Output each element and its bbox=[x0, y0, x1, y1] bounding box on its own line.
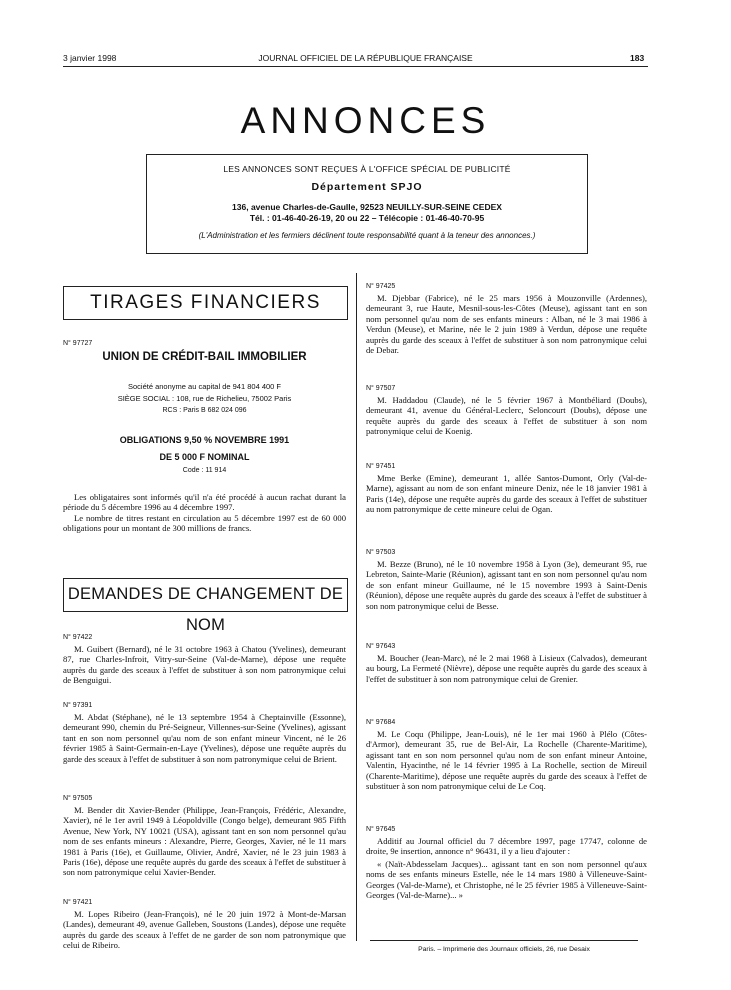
header-page-number: 183 bbox=[630, 53, 645, 63]
column-divider bbox=[356, 273, 357, 941]
obligations-nominal: DE 5 000 F NOMINAL bbox=[159, 452, 250, 462]
section-tirages-financiers bbox=[63, 286, 348, 320]
notice-text: M. Boucher (Jean-Marc), né le 2 mai 1968 à Lisieux (Calvados), demeurant au bourg, La Fermeté (Nièvre), dépose une requête auprès du garde des sceaux à l'effet de substituer à son nom patronymique celui de Grenier. bbox=[366, 653, 647, 684]
tirages-paragraph: Les obligataires sont informés qu'il n'a été procédé à aucun rachat durant la période du 5 décembre 1996 au 4 décembre 1997. bbox=[63, 492, 346, 513]
company-capital: Société anonyme au capital de 941 804 400 F bbox=[127, 382, 282, 391]
notice-text: M. Guibert (Bernard), né le 31 octobre 1963 à Chatou (Yvelines), demeurant 87, rue Charles-Infroit, Vitry-sur-Seine (Val-de-Marne), dépose une requête auprès du garde des sceaux à l'effet de substituer à son nom patronymique celui de Benguigui. bbox=[63, 644, 346, 686]
notice-number: N° 97451 bbox=[366, 463, 396, 470]
notice-number: N° 97727 bbox=[63, 340, 93, 347]
notice-text: M. Haddadou (Claude), né le 5 février 1967 à Montbéliard (Doubs), demeurant 41, avenue du Général-Leclerc, Seloncourt (Doubs), dépose une requête auprès du garde des sceaux à l'effet de substituer à son nom patronymique celui de Koenig. bbox=[366, 395, 647, 437]
obligations-code: Code : 11 914 bbox=[182, 467, 227, 474]
notice-entry bbox=[366, 385, 647, 437]
tirages-paragraph: Le nombre de titres restant en circulation au 5 décembre 1997 est de 60 000 obligations pour un montant de 300 millions de francs. bbox=[63, 512, 346, 534]
notice-text: Mme Berke (Emine), demeurant 1, allée Santos-Dumont, Orly (Val-de-Marne), agissant au nom de son enfant mineure Deniz, née le 18 janvier 1981 à Paris (14e), dépose une requête auprès du garde des sceaux à l'effet de substituer au nom patronymique de cette mineure celui de Ogan. bbox=[366, 473, 647, 515]
addendum-quote: « (Naït-Abdesselam Jacques)... agissant tant en son nom personnel qu'aux noms de ses enfants mineurs Estelle, née le 14 mars 1980 à Villeneuve-Saint-Georges (Val-de-Marne), et Christophe, né le 25 février 1985 à Villeneuve-Saint-Georges (Val-de-Marne)... » bbox=[366, 858, 647, 901]
info-line-department: Département SPJO bbox=[311, 181, 423, 193]
notice-text: M. Lopes Ribeiro (Jean-François), né le 20 juin 1972 à Mont-de-Marsan (Landes), demeurant 49, avenue Galleben, Soustons (Landes), dépose une requête auprès du garde des sceaux à l'effet de ne garder de son nom patronymique que celui de Ribeiro. bbox=[63, 909, 346, 951]
notice-text: M. Bender dit Xavier-Bender (Philippe, Jean-François, Frédéric, Alexandre, Xavier), né le 1er avril 1949 à Léopoldville (Congo belge), demeurant 985 Fifth Avenue, New York, NY 10021 (USA), agissant tant en son nom personnel qu'au nom de ses enfants mineurs : Alexandre, Pierre, Georges, Xavier, né le 11 mars 1981 à Paris (16e), et Guillaume, Olivier, André, Xavier, né le 23 juin 1983 à Paris (16e), dépose une requête auprès du garde des sceaux à l'effet de substituer à son nom patronymique celui Xavier-Bender. bbox=[63, 805, 346, 878]
company-name: UNION DE CRÉDIT-BAIL IMMOBILIER bbox=[102, 351, 307, 363]
notice-number: N° 97425 bbox=[366, 283, 396, 290]
footer-imprint: Paris. – Imprimerie des Journaux officiels, 26, rue Desaix bbox=[418, 946, 590, 953]
notice-text: M. Abdat (Stéphane), né le 13 septembre 1954 à Cheptainville (Essonne), demeurant 990, chemin du Pré-Seigneur, Villennes-sur-Seine (Yvelines), agissant tant en son nom personnel qu'au nom de son enfant mineur Vincent, né le 26 février 1985 à Saint-Germain-en-Laye (Yvelines), dépose une requête auprès du garde des sceaux à l'effet de substituer à son nom patronymique celui de Brient. bbox=[63, 712, 346, 764]
header-journal-title: JOURNAL OFFICIEL DE LA RÉPUBLIQUE FRANÇAISE bbox=[258, 53, 473, 63]
notice-entry bbox=[366, 463, 647, 515]
notice-number: N° 97505 bbox=[63, 795, 93, 802]
notice-entry bbox=[366, 719, 647, 791]
notice-text: M. Djebbar (Fabrice), né le 25 mars 1956 à Mouzonville (Ardennes), demeurant 3, rue Haute, Mesnil-sous-les-Côtes (Meuse), agissant tant en son nom personnel qu'au nom de ses enfants mineurs : Alban, né le 3 mai 1986 à Verdun (Meuse), et Marine, née le 2 juin 1989 à Verdun, dépose une requête auprès du garde des sceaux à l'effet de substituer à son nom patronymique celui de Debar. bbox=[366, 293, 647, 356]
notice-number: N° 97391 bbox=[63, 702, 93, 709]
header-date: 3 janvier 1998 bbox=[63, 53, 117, 63]
addendum-intro: Additif au Journal officiel du 7 décembre 1997, page 17747, colonne de droite, 9e insertion, annonce n° 96431, il y a lieu d'ajouter : bbox=[366, 836, 647, 857]
company-rcs: RCS : Paris B 682 024 096 bbox=[162, 407, 247, 414]
info-line-phone: Tél. : 01-46-40-26-19, 20 ou 22 – Télécopie : 01-46-40-70-95 bbox=[249, 213, 485, 223]
notice-number: N° 97643 bbox=[366, 643, 396, 650]
company-siege: SIÈGE SOCIAL : 108, rue de Richelieu, 75002 Paris bbox=[117, 394, 292, 403]
info-line-office: LES ANNONCES SONT REÇUES À L'OFFICE SPÉCIAL DE PUBLICITÉ bbox=[223, 164, 511, 174]
obligations-title: OBLIGATIONS 9,50 % NOVEMBRE 1991 bbox=[119, 435, 290, 445]
section-title: TIRAGES FINANCIERS bbox=[90, 292, 321, 313]
section-title: DEMANDES DE CHANGEMENT DE NOM bbox=[67, 585, 344, 634]
notice-entry bbox=[366, 283, 647, 355]
annonces-banner: ANNONCES bbox=[240, 100, 491, 141]
notice-entry bbox=[366, 826, 647, 900]
info-line-address: 136, avenue Charles-de-Gaulle, 92523 NEUILLY-SUR-SEINE CEDEX bbox=[232, 202, 502, 212]
notice-number: N° 97422 bbox=[63, 634, 93, 641]
tirages-body bbox=[63, 492, 346, 534]
notice-entry bbox=[63, 899, 346, 951]
header-rule bbox=[63, 66, 648, 67]
footer-rule bbox=[370, 940, 638, 941]
section-demandes-changement-nom bbox=[63, 578, 348, 634]
info-box bbox=[146, 154, 588, 254]
notice-number: N° 97503 bbox=[366, 549, 396, 556]
notice-number: N° 97507 bbox=[366, 385, 396, 392]
notice-text: M. Le Coqu (Philippe, Jean-Louis), né le 1er mai 1960 à Plélo (Côtes-d'Armor), demeurant 35, rue de Bel-Air, La Rochelle (Charente-Maritime), agissant tant en son nom personnel qu'au nom de son enfant mineur Antoine, Valentin, Hyacinthe, né le 14 février 1995 à La Rochelle, section de Mireuil (Charente-Maritime), dépose une requête auprès du garde des sceaux à l'effet de substituer à son nom patronymique celui de Le Coq. bbox=[366, 729, 647, 792]
notice-entry bbox=[63, 795, 346, 878]
info-line-disclaimer: (L'Administration et les fermiers déclinent toute responsabilité quant à la teneur des annonces.) bbox=[198, 231, 536, 240]
notice-number: N° 97645 bbox=[366, 826, 396, 833]
notice-number: N° 97684 bbox=[366, 719, 396, 726]
notice-entry bbox=[366, 549, 647, 611]
notice-entry bbox=[366, 643, 647, 684]
notice-text: M. Bezze (Bruno), né le 10 novembre 1958 à Lyon (3e), demeurant 95, rue Lebreton, Sainte-Marie (Réunion), agissant tant en son nom personnel qu'au nom de son enfant mineur Guillaume, né le 15 novembre 1993 à Saint-Denis (Réunion), dépose une requête auprès du garde des sceaux à l'effet de substituer à son nom patronymique celui de Besse. bbox=[366, 559, 647, 611]
notice-entry bbox=[63, 702, 346, 764]
notice-number: N° 97421 bbox=[63, 899, 93, 906]
notice-entry bbox=[63, 634, 346, 686]
